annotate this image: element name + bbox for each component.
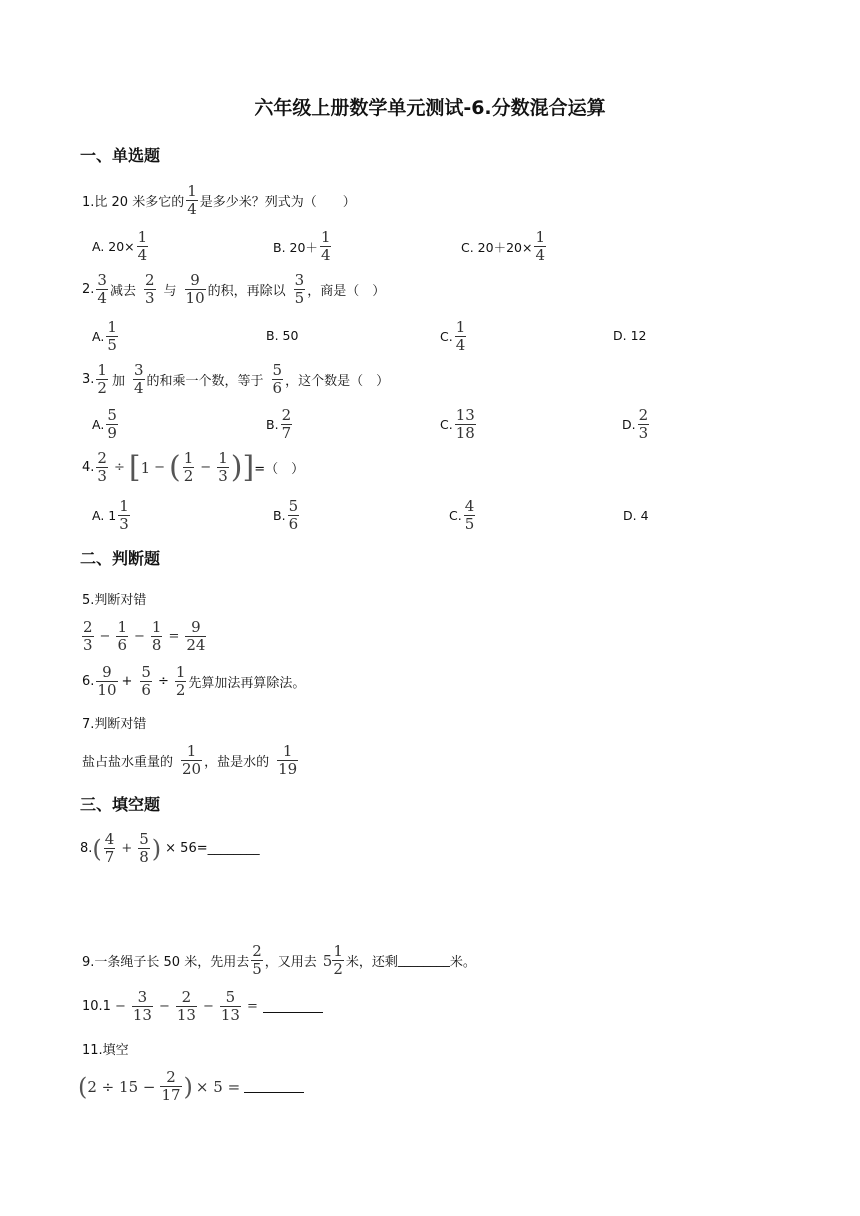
denominator: 5 — [107, 336, 117, 354]
plus-sign: + — [121, 841, 133, 856]
question-10 — [82, 990, 324, 1023]
q3-option-b[interactable] — [266, 408, 294, 441]
option-fraction — [455, 408, 476, 441]
numerator: 2 — [281, 406, 292, 424]
denominator: 6 — [288, 515, 299, 533]
option-fraction — [137, 230, 149, 263]
question-number: 8. — [80, 841, 93, 856]
q3-option-d[interactable] — [622, 408, 651, 441]
text: × 56= — [165, 841, 208, 856]
denominator: 3 — [218, 467, 228, 485]
option-label: B. — [266, 417, 279, 432]
question-5-expression — [80, 620, 208, 653]
q4-option-d[interactable] — [623, 508, 649, 523]
denominator: 10 — [97, 681, 117, 699]
numerator: 1 — [107, 318, 117, 336]
fraction — [144, 273, 156, 306]
fraction — [217, 451, 229, 484]
numerator: 1 — [137, 228, 148, 246]
question-1 — [82, 184, 356, 217]
numerator: 1 — [320, 228, 331, 246]
fraction — [133, 363, 145, 396]
option-fraction — [281, 408, 293, 441]
text: 的积，再除以 — [207, 284, 286, 299]
q1-text-post: 是多少米？列式为（ ） — [199, 195, 356, 210]
text: 10.1 — [82, 999, 111, 1014]
text: 加 — [111, 374, 125, 389]
denominator: 3 — [144, 289, 155, 307]
fraction — [185, 273, 206, 306]
option-label: C. 20＋20× — [461, 239, 533, 255]
denominator: 2 — [97, 379, 107, 397]
text: 与 — [163, 284, 177, 299]
option-label: A. 1 — [92, 508, 117, 523]
denominator: 4 — [133, 379, 144, 397]
right-paren: ) — [230, 449, 243, 485]
minus-sign: − — [158, 999, 170, 1014]
denominator: 4 — [97, 289, 107, 307]
question-2 — [82, 273, 385, 306]
numerator: 5 — [288, 497, 299, 515]
denominator: 5 — [252, 960, 262, 978]
fraction — [294, 273, 306, 306]
option-label: B. 50 — [266, 328, 299, 343]
option-label: C. — [440, 329, 453, 344]
denominator: 4 — [187, 200, 197, 218]
section-heading-fill-blank: 三、填空题 — [80, 795, 161, 814]
denominator: 4 — [455, 336, 466, 354]
denominator: 20 — [182, 760, 202, 778]
numerator: 3 — [133, 361, 144, 379]
denominator: 6 — [141, 681, 151, 699]
numerator: 2 — [166, 1068, 176, 1086]
numerator: 1 — [119, 497, 129, 515]
right-bracket: ] — [242, 449, 255, 485]
option-label: B. 20＋ — [273, 239, 318, 255]
numerator: 5 — [139, 830, 149, 848]
numerator: 1 — [535, 228, 546, 246]
text: 米，还剩 — [345, 955, 398, 970]
text: 9.一条绳子长 50 米，先用去 — [82, 955, 250, 970]
option-label: A. — [92, 329, 105, 344]
denominator: 4 — [320, 246, 331, 264]
option-fraction — [118, 499, 130, 532]
fraction — [96, 665, 117, 698]
fraction — [272, 363, 284, 396]
expression-text: 2 ÷ 15 − — [87, 1077, 156, 1096]
denominator: 2 — [333, 960, 343, 978]
numerator: 9 — [191, 618, 201, 636]
option-label: D. — [622, 417, 636, 432]
denominator: 4 — [535, 246, 546, 264]
text: 11.填空 — [82, 1043, 129, 1058]
q3-option-c[interactable] — [440, 408, 478, 441]
numerator: 2 — [83, 618, 93, 636]
numerator: 2 — [638, 406, 649, 424]
numerator: 1 — [187, 182, 197, 200]
numerator: 3 — [97, 271, 107, 289]
denominator: 8 — [139, 848, 149, 866]
fraction — [175, 665, 187, 698]
option-label: C. — [440, 417, 453, 432]
question-number: 6. — [82, 674, 95, 689]
question-number: 3. — [82, 372, 95, 387]
numerator: 1 — [151, 618, 162, 636]
numerator: 1 — [218, 449, 228, 467]
option-label: A. — [92, 417, 105, 432]
divide-sign: ÷ — [157, 674, 169, 689]
denominator: 7 — [104, 848, 115, 866]
option-fraction — [455, 320, 467, 353]
minus-sign: − — [114, 999, 126, 1014]
numerator: 9 — [190, 271, 200, 289]
numerator: 5 — [225, 988, 236, 1006]
fraction — [185, 620, 206, 653]
denominator: 9 — [107, 424, 117, 442]
numerator: 1 — [175, 663, 186, 681]
numerator: 2 — [144, 271, 155, 289]
question-4 — [82, 451, 304, 484]
numerator: 13 — [455, 406, 475, 424]
text: ，盐是水的 — [204, 755, 270, 770]
mixed-whole: 5 — [322, 951, 333, 970]
denominator: 5 — [464, 515, 475, 533]
question-7-statement — [82, 744, 300, 777]
question-5-label — [82, 589, 146, 608]
denominator: 13 — [220, 1006, 240, 1024]
denominator: 5 — [294, 289, 305, 307]
option-fraction — [288, 499, 300, 532]
fraction — [96, 273, 108, 306]
denominator: 17 — [161, 1086, 181, 1104]
question-number: 4. — [82, 460, 95, 475]
denominator: 7 — [281, 424, 292, 442]
answer-blank[interactable]: ________ — [207, 841, 260, 856]
fraction — [140, 665, 152, 698]
q4-option-b[interactable] — [273, 499, 301, 532]
denominator: 18 — [455, 424, 475, 442]
numerator: 4 — [464, 497, 475, 515]
section-heading-true-false: 二、判断题 — [80, 549, 161, 568]
fraction — [176, 990, 197, 1023]
text: 7.判断对错 — [82, 717, 147, 732]
question-6 — [82, 665, 305, 698]
divide-sign: ÷ — [113, 460, 125, 475]
q2-option-b[interactable] — [266, 328, 298, 343]
text: 米。 — [449, 955, 476, 970]
denominator: 19 — [278, 760, 298, 778]
fraction — [82, 620, 94, 653]
text: 盐占盐水重量的 — [82, 755, 174, 770]
section-heading-single-choice: 一、单选题 — [80, 146, 161, 165]
equals-sign: = — [246, 999, 258, 1014]
denominator: 6 — [272, 379, 283, 397]
denominator: 3 — [83, 636, 93, 654]
denominator: 6 — [117, 636, 127, 654]
denominator: 3 — [119, 515, 129, 533]
fraction — [132, 990, 153, 1023]
number-one: 1 — [140, 458, 151, 477]
option-fraction — [320, 230, 332, 263]
denominator: 10 — [185, 289, 205, 307]
left-paren: ( — [169, 449, 181, 485]
fraction — [96, 363, 108, 396]
fraction — [332, 944, 344, 977]
numerator: 1 — [183, 449, 194, 467]
q1-text-pre: 1.比 20 米多它的 — [82, 195, 185, 210]
numerator: 1 — [333, 942, 343, 960]
denominator: 13 — [132, 1006, 152, 1024]
answer-blank[interactable]: ________ — [397, 953, 450, 968]
fraction — [251, 944, 263, 977]
numerator: 3 — [137, 988, 148, 1006]
fraction — [220, 990, 241, 1023]
text: 的和乘一个数，等于 — [146, 374, 264, 389]
denominator: 4 — [137, 246, 148, 264]
text: ，又用去 — [264, 955, 317, 970]
left-paren: ( — [92, 834, 102, 863]
question-9 — [82, 944, 476, 977]
minus-sign: − — [154, 460, 166, 475]
option-fraction — [106, 408, 118, 441]
q1-option-a[interactable] — [92, 230, 150, 263]
denominator: 3 — [97, 467, 107, 485]
fraction — [96, 451, 108, 484]
option-label: B. — [273, 508, 286, 523]
q2-option-c[interactable] — [440, 320, 468, 353]
answer-blank[interactable] — [263, 1000, 323, 1013]
numerator: 9 — [102, 663, 112, 681]
right-paren: ) — [151, 834, 162, 863]
denominator: 8 — [151, 636, 162, 654]
fraction — [138, 832, 150, 865]
option-fraction — [638, 408, 650, 441]
q3-option-a[interactable] — [92, 408, 120, 441]
question-8 — [80, 832, 260, 865]
numerator: 2 — [97, 449, 107, 467]
numerator: 5 — [107, 406, 117, 424]
left-bracket: [ — [128, 449, 141, 485]
text: ，这个数是（ ） — [285, 374, 390, 389]
q4-option-a[interactable] — [92, 499, 132, 532]
numerator: 2 — [252, 942, 262, 960]
minus-sign: − — [202, 999, 214, 1014]
q2-option-a[interactable] — [92, 320, 120, 353]
fraction — [160, 1070, 181, 1103]
numerator: 3 — [294, 271, 305, 289]
minus-sign: − — [200, 460, 212, 475]
option-fraction — [464, 499, 476, 532]
fraction — [277, 744, 298, 777]
denominator: 13 — [176, 1006, 196, 1024]
denominator: 2 — [175, 681, 186, 699]
text: 5.判断对错 — [82, 593, 147, 608]
fraction — [104, 832, 116, 865]
equals-sign: = — [168, 629, 180, 644]
question-11-expression — [78, 1070, 305, 1103]
minus-sign: − — [99, 629, 111, 644]
answer-blank[interactable] — [244, 1080, 304, 1093]
option-fraction — [534, 230, 546, 263]
numerator: 5 — [141, 663, 151, 681]
denominator: 3 — [638, 424, 649, 442]
denominator: 24 — [186, 636, 206, 654]
q1-option-b[interactable] — [273, 230, 333, 263]
option-label: D. 12 — [613, 328, 647, 343]
numerator: 1 — [282, 742, 293, 760]
expression-text: × 5 = — [195, 1077, 241, 1096]
numerator: 5 — [272, 361, 283, 379]
minus-sign: − — [134, 629, 145, 644]
q2-option-d[interactable] — [613, 328, 646, 343]
q4-option-c[interactable] — [449, 499, 477, 532]
option-label: A. 20× — [92, 239, 135, 254]
text: 减去 — [109, 284, 136, 299]
right-paren: ) — [183, 1072, 193, 1101]
numerator: 1 — [186, 742, 197, 760]
plus-sign: + — [121, 674, 133, 689]
question-7-label — [82, 713, 146, 732]
text: 先算加法再算除法。 — [188, 676, 306, 691]
text: ，商是（ ） — [307, 284, 386, 299]
fraction — [151, 620, 163, 653]
denominator: 2 — [183, 467, 194, 485]
numerator: 1 — [117, 618, 127, 636]
numerator: 1 — [97, 361, 107, 379]
fraction — [183, 451, 195, 484]
question-number: 2. — [82, 282, 95, 297]
option-fraction — [106, 320, 118, 353]
numerator: 4 — [104, 830, 115, 848]
option-label: C. — [449, 508, 462, 523]
numerator: 2 — [181, 988, 192, 1006]
option-label: D. 4 — [623, 508, 649, 523]
q1-option-c[interactable] — [461, 230, 548, 263]
numerator: 1 — [455, 318, 466, 336]
text: =（ ） — [254, 462, 305, 477]
question-3 — [82, 363, 389, 396]
page-title: 六年级上册数学单元测试-6.分数混合运算 — [254, 97, 606, 119]
fraction — [181, 744, 202, 777]
left-paren: ( — [78, 1072, 88, 1101]
fraction — [116, 620, 128, 653]
q1-fraction — [186, 184, 198, 217]
question-11-label — [82, 1039, 129, 1058]
